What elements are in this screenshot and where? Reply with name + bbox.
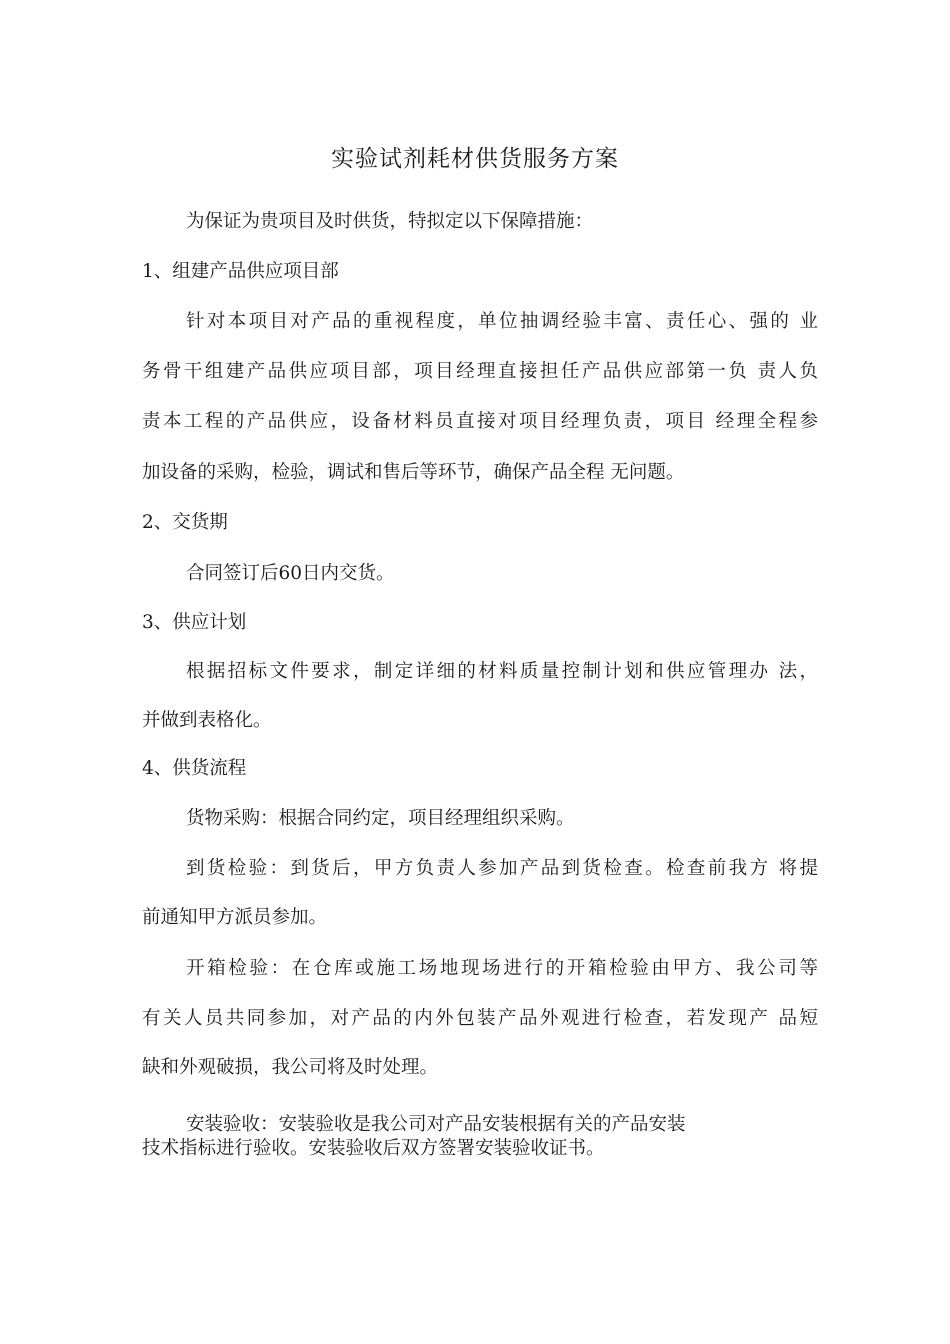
paragraph-line: 到货检验：到货后，甲方负责人参加产品到货检查。检查前我方 将提	[186, 858, 818, 879]
paragraph-line: 责本工程的产品供应，设备材料员直接对项目经理负责，项目 经理全程参	[142, 411, 818, 432]
paragraph-line: 前通知甲方派员参加。	[142, 907, 328, 928]
paragraph-line: 合同签订后60日内交货。	[186, 563, 395, 584]
paragraph-line: 针对本项目对产品的重视程度，单位抽调经验丰富、责任心、强的 业	[186, 311, 818, 332]
intro-paragraph: 为保证为贵项目及时供货，特拟定以下保障措施：	[186, 211, 594, 232]
paragraph-line: 加设备的采购，检验，调试和售后等环节，确保产品全程 无问题。	[142, 462, 685, 483]
section-heading-2: 2、交货期	[142, 512, 228, 533]
paragraph-line: 货物采购：根据合同约定，项目经理组织采购。	[186, 808, 575, 829]
paragraph-line: 安装验收：安装验收是我公司对产品安装根据有关的产品安装	[186, 1114, 686, 1135]
section-heading-4: 4、供货流程	[142, 758, 247, 779]
paragraph-line: 缺和外观破损，我公司将及时处理。	[142, 1057, 439, 1078]
paragraph-line: 根据招标文件要求，制定详细的材料质量控制计划和供应管理办 法，	[186, 661, 818, 682]
section-heading-1: 1、组建产品供应项目部	[142, 261, 339, 282]
paragraph-line: 开箱检验：在仓库或施工场地现场进行的开箱检验由甲方、我公司等	[186, 958, 818, 979]
document-title: 实验试剂耗材供货服务方案	[331, 146, 619, 172]
paragraph-line: 有关人员共同参加，对产品的内外包装产品外观进行检查，若发现产 品短	[142, 1008, 818, 1029]
paragraph-line: 技术指标进行验收。安装验收后双方签署安装验收证书。	[142, 1138, 605, 1159]
paragraph-line: 并做到表格化。	[142, 710, 272, 731]
section-heading-3: 3、供应计划	[142, 612, 247, 633]
paragraph-line: 务骨干组建产品供应项目部，项目经理直接担任产品供应部第一负 责人负	[142, 361, 818, 382]
